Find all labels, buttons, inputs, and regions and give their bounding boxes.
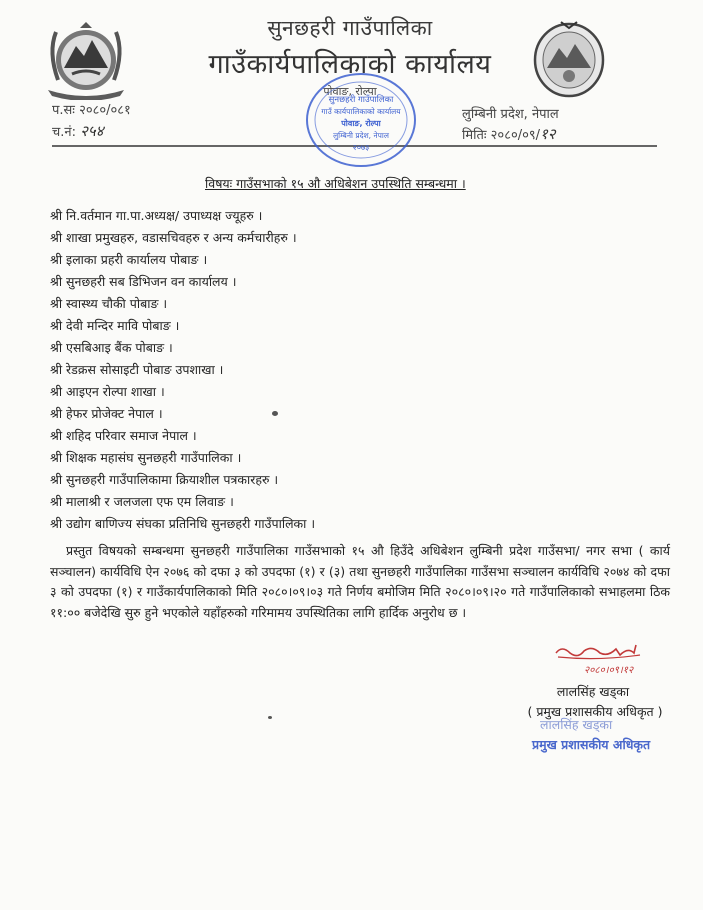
organization-name: सुनछहरी गाउँपालिका bbox=[267, 16, 433, 40]
list-item: श्री इलाका प्रहरी कार्यालय पोबाङ । bbox=[50, 252, 208, 267]
municipality-seal-icon bbox=[531, 18, 607, 98]
list-item: श्री शिक्षक महासंघ सुनछहरी गाउँपालिका । bbox=[50, 450, 242, 465]
designation-stamp: प्रमुख प्रशासकीय अधिकृत bbox=[532, 737, 651, 752]
stamp-line-5: २०७३ bbox=[352, 143, 370, 152]
list-item: श्री शहिद परिवार समाज नेपाल । bbox=[50, 428, 197, 443]
province-line: लुम्बिनी प्रदेश, नेपाल bbox=[462, 107, 559, 122]
signer-title: ( प्रमुख प्रशासकीय अधिकृत ) bbox=[527, 704, 663, 719]
dispatch-value: २५४ bbox=[80, 122, 104, 140]
name-stamp: लालसिंह खड्का bbox=[540, 717, 613, 732]
signer-name: लालसिंह खड्का bbox=[556, 684, 630, 699]
list-item: श्री स्वास्थ्य चौकी पोबाङ । bbox=[50, 296, 168, 311]
list-item: श्री आइएन रोल्पा शाखा । bbox=[50, 384, 165, 399]
stamp-line-2: गाउँ कार्यपालिकाको कार्यालय bbox=[321, 107, 401, 116]
letter-date bbox=[462, 124, 556, 144]
date-label: मितिः २०८०/०९/ bbox=[462, 128, 540, 143]
list-item: श्री मालाश्री र जलजला एफ एम लिवाङ । bbox=[50, 494, 234, 509]
list-item: श्री उद्योग बाणिज्य संघका प्रतिनिधि सुनछहरी गाउँपालिका । bbox=[50, 516, 316, 531]
list-item: श्री हेफर प्रोजेक्ट नेपाल । bbox=[50, 406, 163, 421]
office-name: गाउँकार्यपालिकाको कार्यालय bbox=[208, 49, 492, 80]
stamp-line-4: लुम्बिनी प्रदेश, नेपाल bbox=[333, 131, 389, 140]
list-item: श्री सुनछहरी सब डिभिजन वन कार्यालय । bbox=[50, 274, 237, 289]
reference-number: प.सः २०८०/०८१ bbox=[52, 103, 131, 118]
scan-speck bbox=[272, 411, 278, 416]
office-stamp bbox=[300, 68, 422, 174]
stamp-line-1: सुनछहरी गाउँपालिका bbox=[328, 95, 394, 105]
list-item: श्री रेडक्रस सोसाइटी पोबाङ उपशाखा । bbox=[50, 362, 224, 377]
list-item: श्री देवी मन्दिर मावि पोबाङ । bbox=[50, 318, 180, 333]
letter-subject: विषयः गाउँसभाको १५ औ अधिबेशन उपस्थिति सम्बन्धमा । bbox=[205, 176, 466, 191]
recipient-list bbox=[50, 205, 315, 535]
signature-date: २०८०।०९।१२ bbox=[584, 665, 634, 676]
date-value: १२ bbox=[540, 125, 556, 143]
nepal-emblem-icon bbox=[36, 22, 136, 100]
list-item: श्री एसबिआइ बैंक पोबाङ । bbox=[50, 340, 173, 355]
dispatch-label: च.नं: bbox=[52, 125, 76, 140]
letter-body: प्रस्तुत विषयको सम्बन्धमा सुनछहरी गाउँपालिका गाउँसभाको १५ औ हिउँदे अधिबेशन लुम्बिनी प्रदेश गाउँसभा/ नगर सभा ( कार्य सञ्चालन) कार्यविधि ऐन २०७६ को दफा ३ को उपदफा (१) र (३) तथा सुनछहरी गाउँपालिका गाउँसभा सञ्चालन कार्यविधि २०७४ को दफा ३ को उपदफा (१) र गाउँकार्यपालिकाको मिति २०८०।०९।०३ गते निर्णय बमोजिम मिति २०८०।०९।२० गते गाउँपालिकाको सभाहलमा ठिक ११:०० बजेदेखि सुरु हुने भएकोले यहाँहरुको गरिमामय उपस्थितिका लागि हार्दिक अनुरोध छ । bbox=[50, 543, 670, 620]
office-address: पोवाङ, रोल्पा bbox=[323, 85, 377, 98]
list-item: श्री शाखा प्रमुखहरु, वडासचिवहरु र अन्य कर्मचारीहरु । bbox=[50, 230, 297, 245]
stamp-line-3: पोवाङ, रोल्पा bbox=[341, 119, 381, 128]
list-item: श्री नि.वर्तमान गा.पा.अध्यक्ष/ उपाध्यक्ष ज्यूहरु । bbox=[50, 208, 263, 223]
scan-speck bbox=[268, 716, 272, 719]
list-item: श्री सुनछहरी गाउँपालिकामा क्रियाशील पत्रकारहरु । bbox=[50, 472, 279, 487]
dispatch-number bbox=[52, 121, 104, 141]
handwritten-signature bbox=[548, 641, 673, 679]
